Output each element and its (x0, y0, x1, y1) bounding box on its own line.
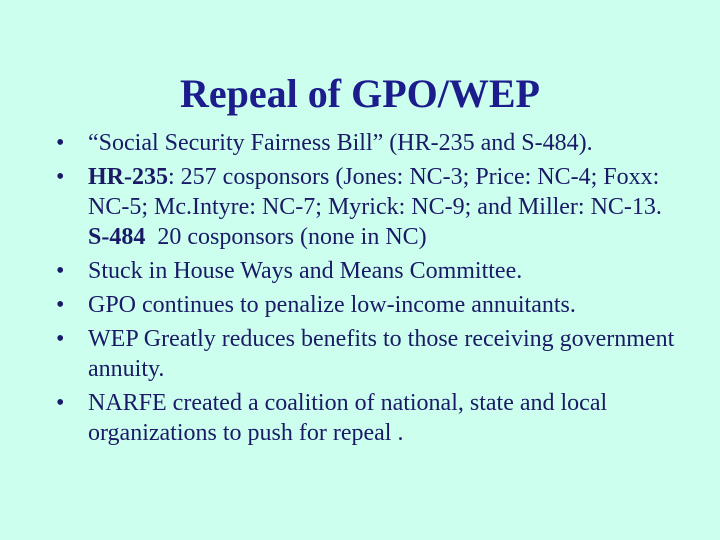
bullet-text: Stuck in House Ways and Means Committee. (88, 258, 523, 284)
bullet-item-wep (56, 324, 676, 384)
bullet-list (56, 128, 676, 452)
bullet-icon: • (56, 292, 65, 318)
bullet-icon: • (56, 130, 65, 156)
bullet-icon: • (56, 390, 65, 416)
bill-label-hr235: HR-235 (88, 164, 168, 190)
bullet-icon: • (56, 258, 65, 284)
bullet-text: “Social Security Fairness Bill” (HR-235 and S-484). (88, 130, 593, 156)
bullet-text: 20 cosponsors (none in NC) (145, 224, 427, 250)
bullet-text: WEP Greatly reduces benefits to those receiving government annuity. (88, 326, 675, 382)
slide-title: Repeal of GPO/WEP (180, 71, 540, 116)
bullet-item-hr235 (56, 162, 676, 252)
bullet-text: : 257 cosponsors (Jones: NC-3; Price: NC-4; Foxx: NC-5; Mc.Intyre: NC-7; Myrick: NC-9; and Miller: NC-13. (88, 164, 662, 220)
bullet-text: NARFE created a coalition of national, state and local organizations to push for repeal . (88, 390, 608, 446)
bullet-text: GPO continues to penalize low-income annuitants. (88, 292, 576, 318)
bullet-icon: • (56, 164, 65, 190)
bullet-item-narfe (56, 388, 676, 448)
bill-label-s484: S-484 (88, 224, 146, 250)
bullet-icon: • (56, 326, 65, 352)
bullet-item-gpo (56, 290, 676, 320)
bullet-item-fairness-bill (56, 128, 676, 158)
bullet-item-committee (56, 256, 676, 286)
